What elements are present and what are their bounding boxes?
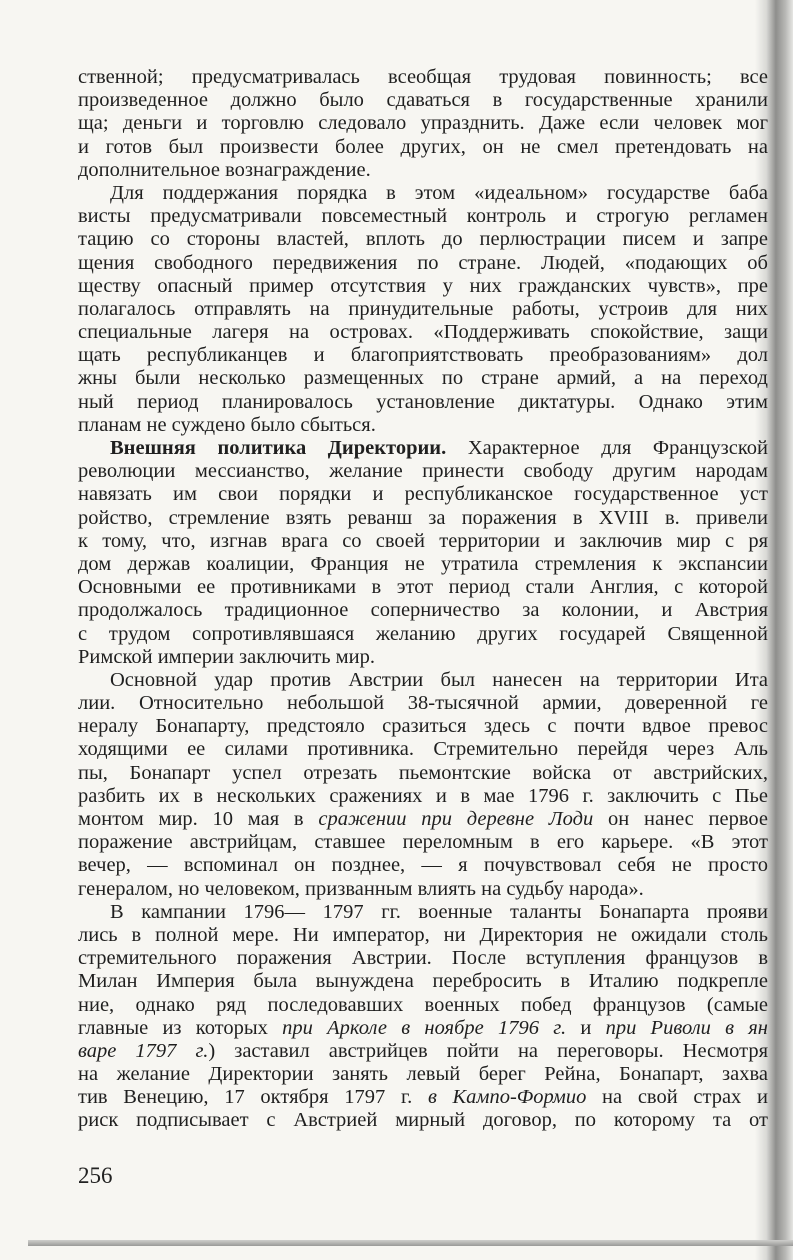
line-text: В кампании 1796— 1797 гг. военные таланты Бонапарта прояви <box>110 900 768 923</box>
line-text: продолжалось традиционное соперничество за колонии, и Австрия <box>78 599 768 622</box>
line-text: тацию со стороны властей, вплоть до перлюстрации писем и запре <box>78 228 768 251</box>
text-line <box>78 576 768 599</box>
text-line <box>78 623 768 646</box>
text-line <box>78 252 768 275</box>
line-text: революции мессианство, желание принести свободу другим народам <box>78 460 768 483</box>
line-text: ственной; предусматривалась всеобщая трудовая повинность; все <box>78 66 768 88</box>
text-line <box>78 947 768 970</box>
line-text: планам не суждено было сбыться. <box>78 413 376 436</box>
text-line <box>78 205 768 228</box>
line-text: ществу опасный пример отсутствия у них гражданских чувств», пре <box>78 274 768 297</box>
text-line <box>78 112 768 135</box>
text-line <box>78 367 768 390</box>
text-line <box>78 553 768 576</box>
italic-phrase: при Арколе в ноябре 1796 г. <box>282 1016 567 1039</box>
text-line <box>78 159 768 182</box>
line-text: ный период планировалось установление диктатуры. Однако этим <box>78 390 768 413</box>
text-line <box>78 66 768 89</box>
text-line <box>78 831 768 854</box>
line-text: и готов был произвести более других, он не смел претендовать на <box>78 135 768 158</box>
line-text: полагалось отправлять на принудительные работы, устроив для них <box>78 297 768 320</box>
text-line <box>78 1040 768 1063</box>
line-text: Римской империи заключить мир. <box>78 645 375 668</box>
italic-phrase: варе 1797 г. <box>78 1039 209 1062</box>
line-text: лись в полной мере. Ни император, ни Директория не ожидали столь <box>78 923 768 946</box>
line-text: навязать им свои порядки и республиканское государственное уст <box>78 483 768 506</box>
italic-phrase: при Риволи в ян <box>605 1016 768 1039</box>
line-text: поражение австрийцам, ставшее переломным в его карьере. «В этот <box>78 831 768 854</box>
text-line <box>78 1017 768 1040</box>
line-text: он нанес первое <box>593 808 768 830</box>
text-line <box>78 182 768 205</box>
text-line <box>78 878 768 901</box>
line-text: ходящими ее силами противника. Стремительно перейдя через Аль <box>78 738 768 761</box>
line-text: Для поддержания порядка в этом «идеальном» государстве баба <box>110 181 768 204</box>
line-text: генералом, но человеком, призванным влиять на судьбу народа». <box>78 877 644 900</box>
line-text: нералу Бонапарту, предстояло сразиться здесь с почти вдвое превос <box>78 715 768 738</box>
line-text: дополнительное вознаграждение. <box>78 158 371 181</box>
text-line <box>78 483 768 506</box>
line-text: и <box>566 1016 606 1039</box>
text-line <box>78 391 768 414</box>
line-text: дом держав коалиции, Франция не утратила стремления к экспансии <box>78 552 768 575</box>
text-line <box>78 1109 768 1132</box>
line-text: к тому, что, изгнав врага со своей территории и заключив мир с ря <box>78 529 768 552</box>
line-text: ройство, стремление взять реванш за поражения в XVIII в. привели <box>78 506 768 529</box>
text-line <box>78 437 768 460</box>
italic-phrase: сражении при деревне Лоди <box>318 808 594 830</box>
text-line <box>78 854 768 877</box>
line-text: монтом мир. 10 мая в <box>78 808 319 830</box>
text-line <box>78 414 768 437</box>
line-text: главные из которых <box>78 1016 283 1039</box>
text-line <box>78 901 768 924</box>
text-line <box>78 785 768 808</box>
page-bottom-edge <box>28 1240 793 1246</box>
text-line <box>78 692 768 715</box>
line-text: на свой страх и <box>586 1086 768 1109</box>
line-text: произведенное должно было сдаваться в государственные хранили <box>78 89 768 112</box>
line-text: ) заставил австрийцев пойти на переговоры. Несмотря <box>208 1039 768 1062</box>
line-text: ние, однако ряд последовавших военных побед французов (самые <box>78 993 768 1016</box>
line-text: Характерное для Французской <box>446 437 768 459</box>
line-text: на желание Директории занять левый берег Рейна, Бонапарт, захва <box>78 1063 768 1086</box>
body-text <box>78 66 768 1133</box>
line-text: специальные лагеря на островах. «Поддерживать спокойствие, защи <box>78 321 768 344</box>
line-text: вечер, — вспоминал он позднее, — я почувствовал себя не просто <box>78 854 768 877</box>
line-text: Милан Империя была вынуждена перебросить в Италию подкрепле <box>78 970 768 993</box>
line-text: с трудом сопротивлявшаяся желанию других государей Священной <box>78 622 768 645</box>
text-line <box>78 1086 768 1109</box>
text-line <box>78 762 768 785</box>
text-line <box>78 344 768 367</box>
line-text: стремительного поражения Австрии. После вступления французов в <box>78 947 768 970</box>
section-heading: Внешняя политика Директории. <box>110 437 447 459</box>
line-text: щать республиканцев и благоприятствовать преобразованиям» дол <box>78 344 768 367</box>
line-text: ща; деньги и торговлю следовало упразднить. Даже если человек мог <box>78 112 768 135</box>
text-line <box>78 507 768 530</box>
text-line <box>78 298 768 321</box>
text-line <box>78 275 768 298</box>
page-number: 256 <box>78 1163 113 1188</box>
line-text: щения свободного передвижения по стране. Людей, «подающих об <box>78 251 768 274</box>
line-text: Основной удар против Австрии был нанесен на территории Ита <box>110 668 768 691</box>
text-line <box>78 808 768 831</box>
line-text: Основными ее противниками в этот период стали Англия, с которой <box>78 576 768 599</box>
text-line <box>78 460 768 483</box>
line-text: пы, Бонапарт успел отрезать пьемонтские войска от австрийских, <box>78 761 768 784</box>
text-line <box>78 321 768 344</box>
line-text: тив Венецию, 17 октября 1797 г. <box>78 1086 428 1109</box>
text-line <box>78 715 768 738</box>
line-text: риск подписывает с Австрией мирный договор, по которому та от <box>78 1109 768 1132</box>
text-line <box>78 669 768 692</box>
text-line <box>78 924 768 947</box>
line-text: лии. Относительно небольшой 38-тысячной армии, доверенной ге <box>78 692 768 715</box>
text-line <box>78 970 768 993</box>
line-text: жны были несколько размещенных по стране армий, а на переход <box>78 367 768 390</box>
text-line <box>78 136 768 159</box>
text-line <box>78 738 768 761</box>
text-line <box>78 89 768 112</box>
text-line <box>78 994 768 1017</box>
text-line <box>78 530 768 553</box>
text-line <box>78 599 768 622</box>
italic-phrase: в Кампо-Формио <box>427 1086 587 1109</box>
text-line <box>78 228 768 251</box>
line-text: разбить их в нескольких сражениях и в мае 1796 г. заключить с Пье <box>78 784 768 807</box>
text-line <box>78 646 768 669</box>
text-line <box>78 1063 768 1086</box>
line-text: висты предусматривали повсеместный контроль и строгую регламен <box>78 205 768 228</box>
